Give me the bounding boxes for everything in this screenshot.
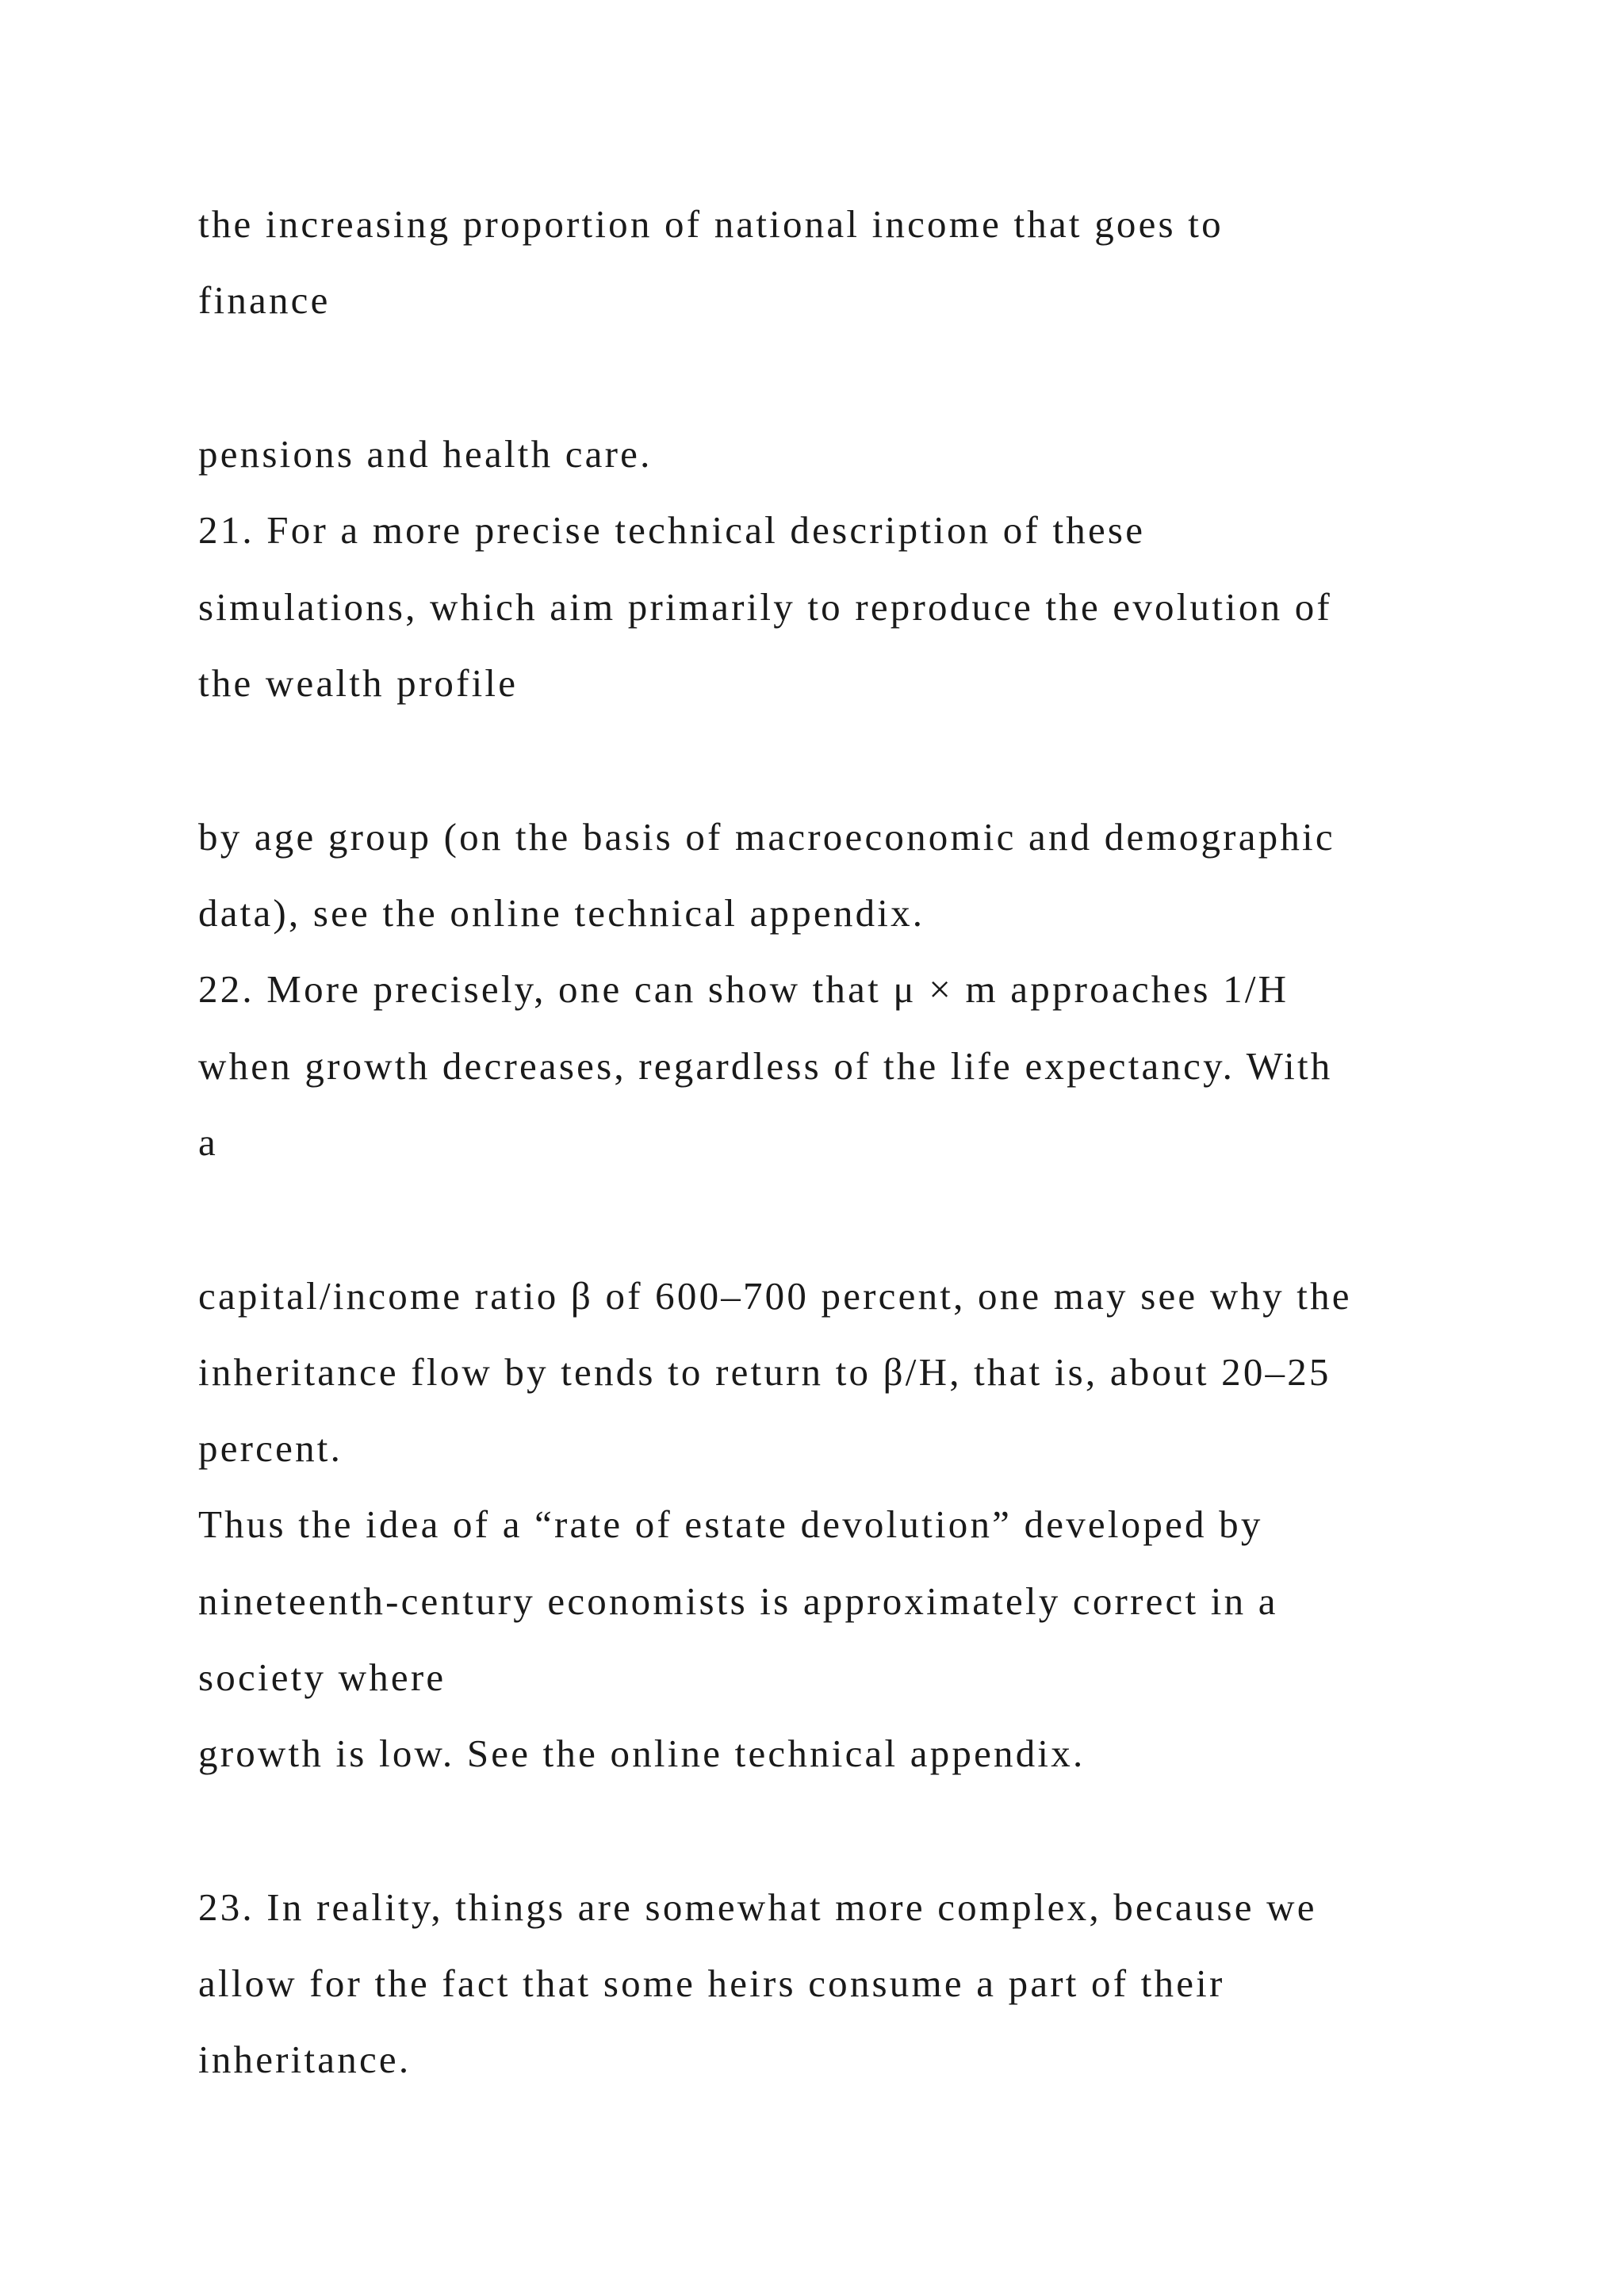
footnote-22: 22. More precisely, one can show that μ × m approaches 1/H — [198, 967, 1289, 1011]
text-line: by age group (on the basis of macroeconomic and demographic — [198, 815, 1335, 859]
footnote-23: 23. In reality, things are somewhat more complex, because we — [198, 1885, 1317, 1929]
text-line: pensions and health care. — [198, 432, 653, 476]
text-line: percent. — [198, 1426, 343, 1470]
text-line: simulations, which aim primarily to reproduce the evolution of — [198, 585, 1332, 629]
text-line: society where — [198, 1655, 446, 1699]
footnote-21: 21. For a more precise technical description of these — [198, 508, 1146, 552]
text-line: Thus the idea of a “rate of estate devolution” developed by — [198, 1502, 1263, 1546]
text-line: nineteenth-century economists is approximately correct in a — [198, 1579, 1278, 1623]
text-line: the wealth profile — [198, 661, 519, 705]
text-line: finance — [198, 278, 331, 322]
text-line: when growth decreases, regardless of the life expectancy. With — [198, 1044, 1333, 1088]
text-line: inheritance. — [198, 2038, 412, 2081]
text-line: growth is low. See the online technical appendix. — [198, 1732, 1086, 1775]
text-line: the increasing proportion of national income that goes to — [198, 202, 1224, 246]
text-line: a — [198, 1120, 218, 1164]
text-line: inheritance flow by tends to return to β/H, that is, about 20–25 — [198, 1350, 1331, 1394]
text-line: data), see the online technical appendix. — [198, 891, 925, 935]
text-line: allow for the fact that some heirs consume a part of their — [198, 1961, 1225, 2005]
text-line: capital/income ratio β of 600–700 percent, one may see why the — [198, 1274, 1352, 1318]
